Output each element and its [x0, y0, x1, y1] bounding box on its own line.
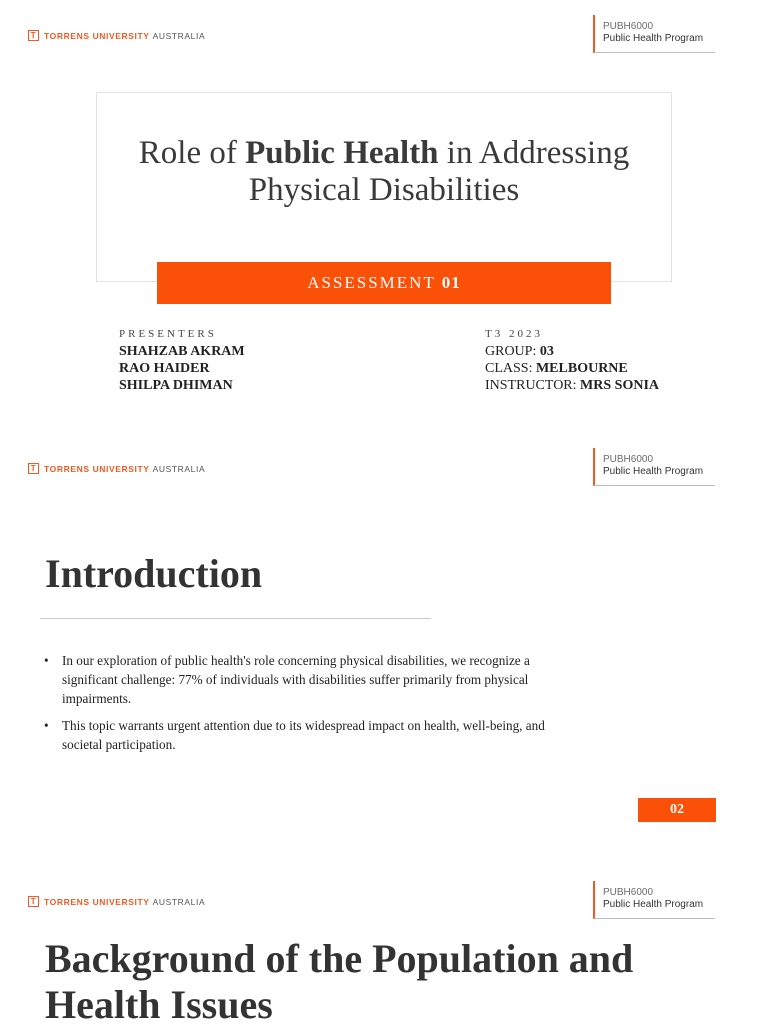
university-logo [28, 463, 205, 474]
title-prefix: Role of [138, 135, 246, 171]
presenters-label: PRESENTERS [119, 328, 217, 340]
class-value: MELBOURNE [535, 361, 628, 376]
title-suffix: in Addressing Physical Disabilities [248, 135, 630, 208]
list-item [44, 651, 584, 708]
university-logo [28, 30, 205, 41]
instructor-row [485, 377, 659, 394]
logo-university-name: TORRENS UNIVERSITY [44, 896, 150, 907]
course-label [593, 881, 715, 919]
instructor-label: INSTRUCTOR: [485, 378, 581, 393]
logo-country: AUSTRALIA [152, 30, 206, 41]
bullet-list [44, 651, 584, 762]
logo-country: AUSTRALIA [152, 463, 206, 474]
slide-title [0, 0, 768, 420]
presentation-title [96, 135, 672, 209]
course-label [593, 448, 715, 486]
class-row [485, 360, 659, 377]
group-label: GROUP: [485, 344, 540, 359]
torrens-logo-icon: T [28, 463, 39, 474]
university-logo [28, 896, 205, 907]
torrens-logo-icon: T [28, 896, 39, 907]
term-label: T3 2023 [485, 328, 543, 340]
bullet-icon: • [44, 653, 49, 668]
instructor-value: MRS SONIA [580, 378, 660, 393]
slide-heading: Background of the Population and Health Issues [45, 936, 634, 1027]
course-label [593, 15, 715, 53]
title-emphasis: Public Health [245, 135, 439, 171]
torrens-logo-icon: T [28, 30, 39, 41]
page-number-badge: 02 [638, 798, 716, 822]
group-row [485, 343, 659, 360]
presenter-name: RAO HAIDER [119, 361, 210, 376]
course-code: PUBH6000 [603, 454, 654, 465]
course-program: Public Health Program [603, 466, 704, 477]
details-block [485, 326, 659, 394]
presenter-name: SHILPA DHIMAN [119, 378, 233, 393]
logo-university-name: TORRENS UNIVERSITY [44, 30, 150, 41]
presenter-name: SHAHZAB AKRAM [119, 344, 245, 359]
logo-university-name: TORRENS UNIVERSITY [44, 463, 150, 474]
heading-divider [40, 618, 431, 619]
course-program: Public Health Program [603, 33, 704, 44]
class-label: CLASS: [485, 361, 536, 376]
bullet-text: In our exploration of public health's role concerning physical disabilities, we recognize a significant challenge: 77% of individuals with disabilities suffer primarily from physical impairments. [62, 653, 530, 706]
course-code: PUBH6000 [603, 21, 654, 32]
assessment-number: 01 [441, 273, 461, 292]
course-program: Public Health Program [603, 899, 704, 910]
course-code: PUBH6000 [603, 887, 654, 898]
assessment-label: ASSESSMENT [307, 273, 442, 292]
bullet-text: This topic warrants urgent attention due to its widespread impact on health, well-being, and societal participation. [62, 718, 545, 752]
slide-heading: Introduction [45, 551, 263, 596]
assessment-banner [157, 262, 611, 304]
logo-country: AUSTRALIA [152, 896, 206, 907]
list-item [44, 716, 584, 754]
group-value: 03 [539, 344, 554, 359]
bullet-icon: • [44, 718, 49, 733]
presenters-block [119, 326, 245, 394]
